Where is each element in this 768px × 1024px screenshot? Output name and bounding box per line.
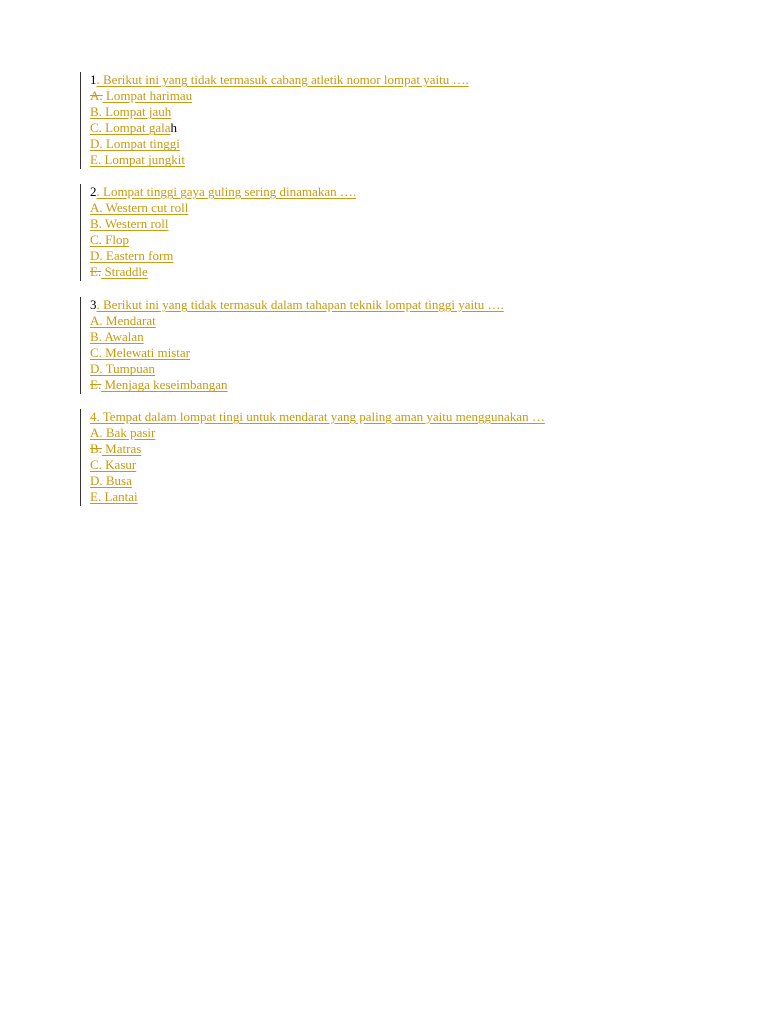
- option-d: [90, 361, 504, 377]
- option-inserted-text: Matras: [101, 441, 142, 457]
- option-inserted-text: Menjaga keseimbangan: [101, 377, 228, 393]
- option-inserted-text: A. Mendarat: [90, 313, 156, 329]
- option-inserted-text: B. Western roll: [90, 216, 169, 232]
- option-inserted-text: A. Bak pasir: [90, 425, 156, 441]
- question-block-3: [80, 297, 504, 394]
- question-text: . Berikut ini yang tidak termasuk cabang atletik nomor lompat yaitu ….: [96, 72, 469, 87]
- question-1-text: [90, 72, 469, 88]
- question-text: 4. Tempat dalam lompat tingi untuk mendarat yang paling aman yaitu menggunakan …: [90, 409, 545, 424]
- option-d: [90, 248, 356, 264]
- question-number: 3: [90, 297, 97, 312]
- option-e: [90, 489, 545, 505]
- question-block-2: [80, 184, 356, 281]
- option-plain-text: h: [170, 120, 178, 136]
- option-a: [90, 425, 545, 441]
- option-inserted-text: B. Awalan: [90, 329, 144, 345]
- option-inserted-text: C. Flop: [90, 232, 130, 248]
- option-deleted-text: E.: [90, 264, 102, 280]
- option-deleted-text: B.: [90, 441, 102, 457]
- option-c: [90, 232, 356, 248]
- option-inserted-text: C. Melewati mistar: [90, 345, 191, 361]
- question-block-1: [80, 72, 469, 169]
- question-number: 1: [90, 72, 97, 87]
- option-inserted-text: Lompat harimau: [102, 88, 193, 104]
- question-2-text: [90, 184, 356, 200]
- question-4-text: [90, 409, 545, 425]
- option-c: [90, 345, 504, 361]
- option-deleted-text: E.: [90, 377, 102, 393]
- option-e: [90, 264, 356, 280]
- question-block-4: [80, 409, 545, 506]
- option-inserted-text: C. Lompat gala: [90, 120, 171, 136]
- option-a: [90, 200, 356, 216]
- option-deleted-text: A.: [90, 88, 103, 104]
- option-b: [90, 329, 504, 345]
- option-e: [90, 377, 504, 393]
- option-inserted-text: D. Tumpuan: [90, 361, 156, 377]
- option-e: [90, 152, 469, 168]
- option-inserted-text: D. Lompat tinggi: [90, 136, 180, 152]
- option-b: [90, 104, 469, 120]
- option-a: [90, 313, 504, 329]
- option-inserted-text: Straddle: [101, 264, 148, 280]
- option-c: [90, 120, 469, 136]
- option-b: [90, 216, 356, 232]
- option-inserted-text: B. Lompat jauh: [90, 104, 172, 120]
- option-inserted-text: E. Lompat jungkit: [90, 152, 185, 168]
- option-inserted-text: C. Kasur: [90, 457, 137, 473]
- question-3-text: [90, 297, 504, 313]
- option-inserted-text: E. Lantai: [90, 489, 138, 505]
- option-inserted-text: D. Busa: [90, 473, 132, 489]
- option-inserted-text: D. Eastern form: [90, 248, 174, 264]
- question-text: . Berikut ini yang tidak termasuk dalam tahapan teknik lompat tinggi yaitu ….: [96, 297, 504, 312]
- option-d: [90, 473, 545, 489]
- option-b: [90, 441, 545, 457]
- option-inserted-text: A. Western cut roll: [90, 200, 189, 216]
- question-text: . Lompat tinggi gaya guling sering dinamakan ….: [96, 184, 357, 199]
- question-number: 2: [90, 184, 97, 199]
- option-c: [90, 457, 545, 473]
- option-a: [90, 88, 469, 104]
- option-d: [90, 136, 469, 152]
